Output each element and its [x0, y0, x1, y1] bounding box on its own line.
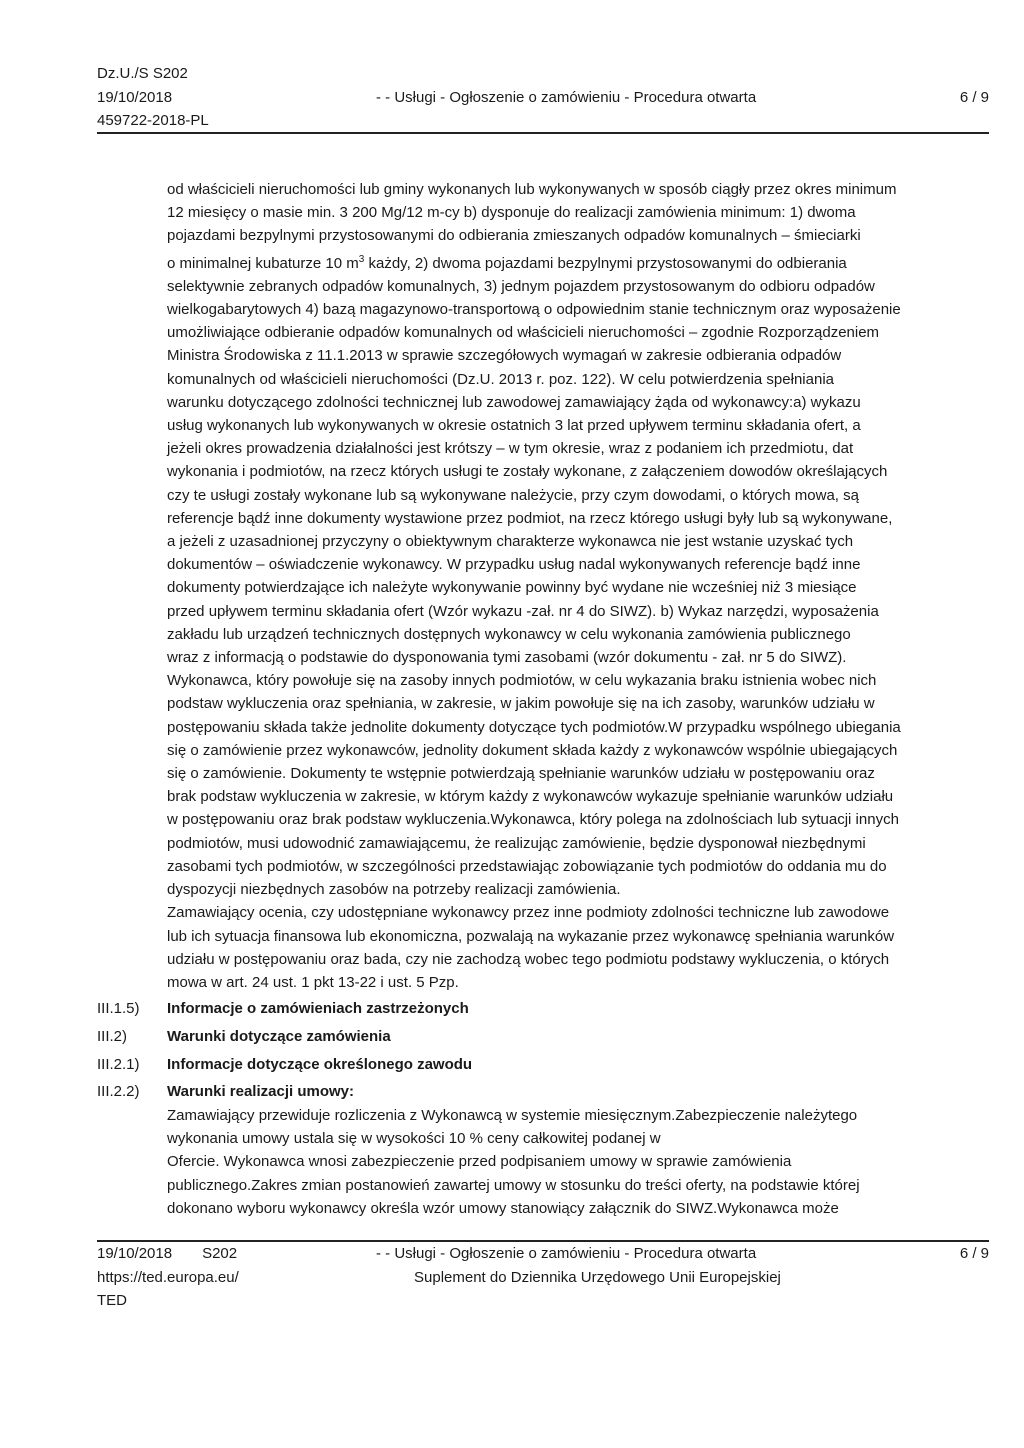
text-line: dokumentów – oświadczenie wykonawcy. W przypadku usług nadal wykonywanych referencje bądź inne: [167, 556, 861, 574]
superscript: 3: [358, 253, 365, 265]
header-page-number: 6 / 9: [959, 89, 989, 106]
text-line: wielkogabarytowych 4) bazą magazynowo-transportową o odpowiednim stanie technicznym oraz wyposażenie: [167, 301, 901, 319]
notice-id: 459722-2018-PL: [97, 112, 209, 129]
text-line: czy te usługi zostały wykonane lub są wykonywane należycie, przy czym dowodami, o których mowa, są: [167, 486, 859, 504]
text-lines: [167, 275, 979, 994]
text-line: Wykonawca, który powołuje się na zasoby innych podmiotów, w celu wykazania braku istnienia wobec nich: [167, 672, 877, 690]
text-line: pojazdami bezpylnymi przystosowanymi do odbierania zmieszanych odpadów komunalnych – śmieciarki: [167, 227, 861, 245]
text-line: komunalnych od właścicieli nieruchomości (Dz.U. 2013 r. poz. 122). W celu potwierdzenia spełniania: [167, 370, 834, 388]
section-title: Warunki dotyczące zamówienia: [167, 1028, 391, 1045]
text-line: się o zamówienie. Dokumenty te wstępnie potwierdzają spełnianie warunków udziału w postępowaniu oraz: [167, 765, 875, 783]
text-line: warunku dotyczącego zdolności technicznej lub zawodowej zamawiający żąda od wykonawcy:a) wykazu: [167, 393, 861, 411]
section-number: III.2.2): [97, 1083, 140, 1100]
text-line: zakładu lub urządzeń technicznych dostępnych wykonawcy w celu wykonania zamówienia publicznego: [167, 625, 851, 643]
text-line: umożliwiające odbieranie odpadów komunalnych od właścicieli nieruchomości – zgodnie Rozporządzeniem: [167, 324, 880, 342]
header-date: 19/10/2018: [97, 88, 173, 106]
text-line: Ministra Środowiska z 11.1.2013 w sprawie szczegółowych wymagań w zakresie odbierania odpadów: [167, 347, 842, 365]
footer-date: 19/10/2018: [97, 1245, 173, 1262]
text-line: lub ich sytuacja finansowa lub ekonomiczna, pozwalają na wykazanie przez wykonawcę spełniania warunków: [167, 927, 895, 945]
main-text: [167, 178, 979, 994]
section-title: Warunki realizacji umowy:: [167, 1083, 354, 1100]
text-line: się o zamówienie przez wykonawców, jednolity dokument składa każdy z wykonawców wspólnie ubiegających: [167, 741, 898, 759]
text-line: zasobami tych podmiotów, w szczególności przedstawiając zobowiązanie tych podmiotów do oddania mu do: [167, 857, 887, 875]
text-line: wykonania umowy ustala się w wysokości 10 % ceny całkowitej podanej w: [167, 1130, 661, 1148]
text-line: postępowaniu składa także jednolite dokumenty dotyczące tych podmiotów.W przypadku wspólnego ubiegania: [167, 718, 901, 736]
text-line: 12 miesięcy o masie min. 3 200 Mg/12 m-cy b) dysponuje do realizacji zamówienia minimum: 1) dwoma: [167, 204, 856, 222]
footer-meta: [97, 1242, 239, 1313]
doc-ref: Dz.U./S S202: [97, 65, 188, 82]
section-number: III.2): [97, 1028, 128, 1045]
footer-series: S202: [202, 1245, 238, 1262]
section-number: III.2.1): [97, 1056, 140, 1073]
text-line: Zamawiający ocenia, czy udostępniane wykonawcy przez inne podmioty zdolności techniczne lub zawodowe: [167, 904, 890, 922]
text-line: podstaw wykluczenia oraz spełniania, w zakresie, w jakim powołuje się na ich zasoby, warunków udziału w: [167, 695, 875, 713]
text-line: selektywnie zebranych odpadów komunalnych, 3) jednym pojazdem przystosowanym do odbioru odpadów: [167, 277, 875, 295]
text-line: Zamawiający przewiduje rozliczenia z Wykonawcą w systemie miesięcznym.Zabezpieczenie należytego: [167, 1107, 858, 1124]
page-header: [97, 62, 989, 134]
text-line: dokonano wyboru wykonawcy określa wzór umowy stanowiący załącznik do SIWZ.Wykonawca może: [167, 1199, 839, 1217]
text-line: od właścicieli nieruchomości lub gminy wykonanych lub wykonywanych w sposób ciągły przez okres minimum: [167, 181, 897, 198]
header-divider: [97, 132, 989, 134]
text-line: dyspozycji niezbędnych zasobów na potrzeby realizacji zamówienia.: [167, 881, 621, 899]
footer-title: [376, 1242, 781, 1289]
header-title: - - Usługi - Ogłoszenie o zamówieniu - Procedura otwarta: [376, 89, 757, 106]
text-line: podmiotów, musi udowodnić zamawiającemu, że realizując zamówienie, będzie dysponował niezbędnymi: [167, 834, 866, 852]
text-line: mowa w art. 24 ust. 1 pkt 13-22 i ust. 5 Pzp.: [167, 973, 459, 991]
text-line: jeżeli okres prowadzenia działalności jest krótszy – w tym okresie, wraz z podaniem ich przedmiotu, dat: [167, 440, 854, 458]
text-line: przed upływem terminu składania ofert (Wzór wykazu -zał. nr 4 do SIWZ). b) Wykaz narzędzi, wyposażenia: [167, 602, 879, 620]
footer-title-text: - - Usługi - Ogłoszenie o zamówieniu - Procedura otwarta: [376, 1245, 757, 1262]
text-line: wraz z informacją o podstawie do dysponowania tymi zasobami (wzór dokumentu - zał. nr 5 do SIWZ).: [167, 649, 847, 667]
footer-supplement: Suplement do Dziennika Urzędowego Unii Europejskiej: [414, 1268, 781, 1286]
text-line: a jeżeli z uzasadnionej przyczyny o obiektywnym charakterze wykonawca nie jest wstanie uzyskać tych: [167, 533, 854, 551]
text-line: w postępowaniu oraz brak podstaw wykluczenia.Wykonawca, który polega na zdolnościach lub sytuacji innych: [167, 811, 899, 829]
footer-page-number: 6 / 9: [959, 1245, 989, 1262]
text-line: udziału w postępowaniu oraz bada, czy nie zachodzą wobec tego podmiotu podstawy wykluczenia, o których: [167, 950, 890, 968]
text-line: brak podstaw wykluczenia w zakresie, w którym każdy z wykonawców wykazuje spełnianie warunków udziału: [167, 788, 894, 806]
header-meta: [97, 62, 209, 133]
text-line: publicznego.Zakres zmian postanowień zawartej umowy w stosunku do treści oferty, na podstawie której: [167, 1176, 860, 1194]
text-line: o minimalnej kubaturze 10 $m^3$ każdy, 2) dwoma pojazdami bezpylnymi przystosowanymi do odbierania: [167, 253, 847, 272]
text-line: dokumenty potwierdzające ich należyte wykonywanie powinny być wydane nie wcześniej niż 3 miesiące: [167, 579, 857, 597]
section-title: Informacje o zamówieniach zastrzeżonych: [167, 1000, 469, 1017]
section-body: [167, 1104, 979, 1220]
text-line: wykonania i podmiotów, na rzecz których usługi te zostały wykonane, z załączeniem dowodów określających: [167, 463, 888, 481]
footer-url: https://ted.europa.eu/: [97, 1268, 239, 1286]
footer-ted: TED: [97, 1292, 127, 1309]
text-line: Ofercie. Wykonawca wnosi zabezpieczenie przed podpisaniem umowy w sprawie zamówienia: [167, 1153, 792, 1171]
page-footer: [97, 1242, 989, 1312]
section-number: III.1.5): [97, 1000, 140, 1017]
section-title: Informacje dotyczące określonego zawodu: [167, 1056, 473, 1073]
text-line: usług wykonanych lub wykonywanych w okresie ostatnich 3 lat przed upływem terminu składania ofert, a: [167, 417, 861, 435]
text-line: referencje bądź inne dokumenty wystawione przez podmiot, na rzecz którego usługi były lub są wykonywane,: [167, 509, 893, 527]
